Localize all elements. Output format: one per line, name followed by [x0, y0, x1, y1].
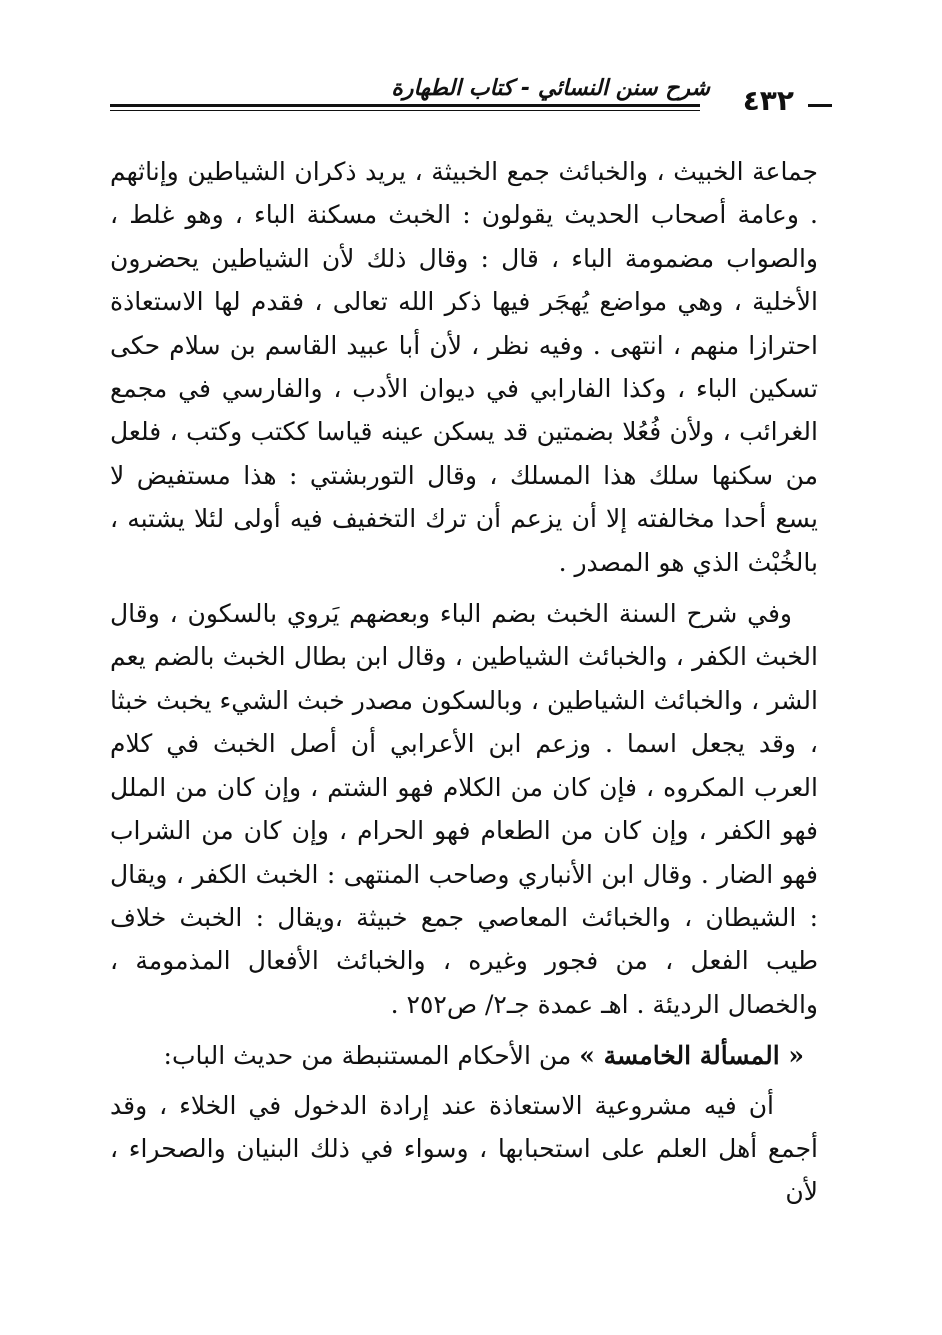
header-rule-thin [110, 110, 700, 111]
page-header [110, 72, 832, 120]
paragraph-3: أن فيه مشروعية الاستعاذة عند إرادة الدخول في الخلاء ، وقد أجمع أهل العلم على استحبابها ، وسواء في ذلك البنيان والصحراء ، لأن [110, 1090, 818, 1207]
section-heading-rest: من الأحكام المستنبطة من حديث الباب: [163, 1041, 580, 1071]
section-heading [110, 1034, 818, 1077]
section-heading-title: « المسألة الخامسة » [579, 1041, 804, 1071]
page-number: ٤٣٢ [735, 86, 802, 116]
header-rule-short [808, 104, 832, 107]
running-title: شرح سنن النسائي - كتاب الطهارة [391, 76, 710, 101]
paragraph-2: وفي شرح السنة الخبث بضم الباء وبعضهم يَروي بالسكون ، وقال الخبث الكفر ، والخبائث الشياطين ، وقال ابن بطال الخبث بالضم يعم الشر ، والخبائث الشياطين ، وبالسكون مصدر خبث الشيء يخبث خبثا ، وقد يجعل اسما . وزعم ابن الأعرابي أن أصل الخبث في كلام العرب المكروه ، فإن كان من الكلام فهو الشتم ، وإن كان من الملل فهو الكفر ، وإن كان من الطعام فهو الحرام ، وإن كان من الشراب فهو الضار . وقال ابن الأنباري وصاحب المنتهى : الخبث الكفر ، ويقال : الشيطان ، والخبائث المعاصي جمع خبيثة ،ويقال : الخبث خلاف طيب الفعل ، من فجور وغيره ، والخبائث الأفعال المذمومة ، والخصال الرديئة . اهـ عمدة جـ٢/ ص٢٥٢ . [110, 599, 818, 1019]
body-text [110, 150, 818, 1214]
paragraph-1: جماعة الخبيث ، والخبائث جمع الخبيثة ، يريد ذكران الشياطين وإناثهم . وعامة أصحاب الحديث يقولون : الخبث مسكنة الباء ، وهو غلط ، والصواب مضمومة الباء ، قال : وقال ذلك لأن الشياطين يحضرون الأخلية ، وهي مواضع يُهجَر فيها ذكر الله تعالى ، فقدم لها الاستعاذة احترازا منهم ، انتهى . وفيه نظر ، لأن أبا عبيد القاسم بن سلام حكى تسكين الباء ، وكذا الفارابي في ديوان الأدب ، والفارسي في مجمع الغرائب ، ولأن فُعُلا بضمتين قد يسكن عينه قياسا ككتب وكتب ، فلعل من سكنها سلك هذا المسلك ، وقال التوربشتي : هذا مستفيض لا يسع أحدا مخالفته إلا أن يزعم أن ترك التخفيف فيه أولى لئلا يشتبه ، بالخُبْث الذي هو المصدر . [110, 157, 818, 577]
